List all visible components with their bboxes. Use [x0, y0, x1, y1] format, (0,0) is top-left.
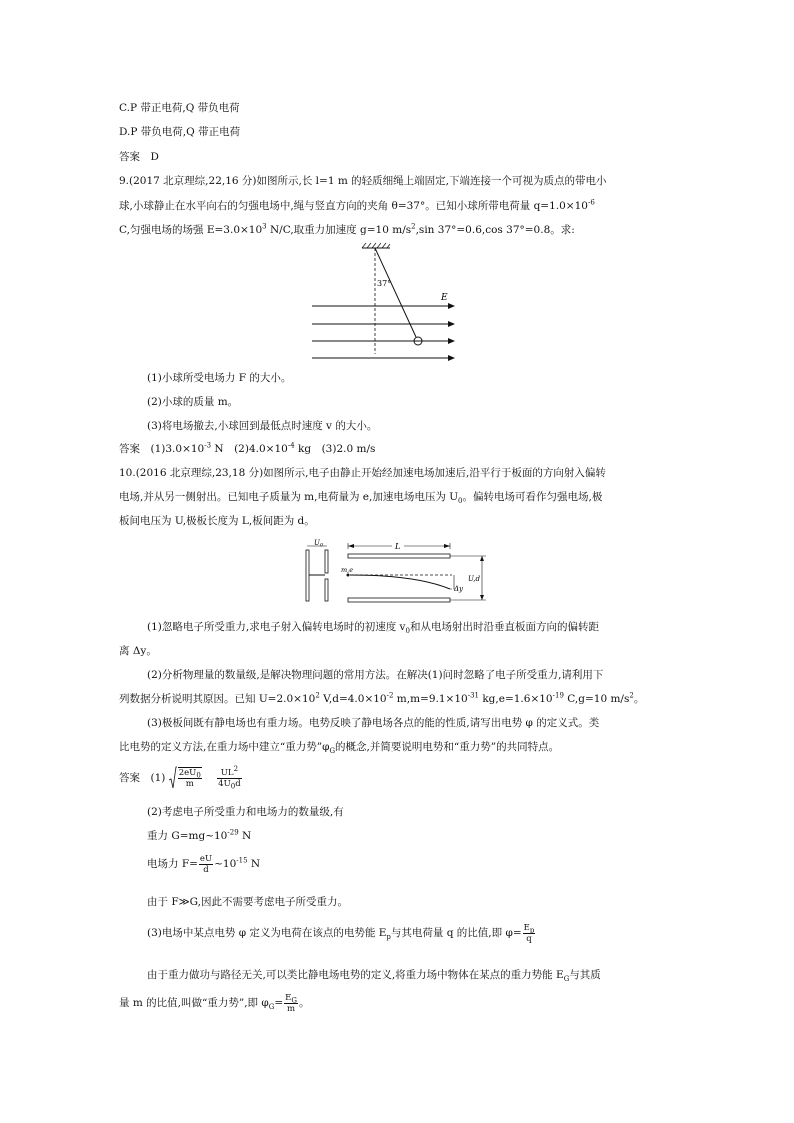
answer-10-gravity: 重力 $G=mg\sim 10^{-29}$ N — [147, 828, 252, 842]
q10-line1: 10.(2016 北京理综,23,18 分)如图所示,电子由静止开始经加速电场加速后,沿平行于板面的方向射入偏转 — [119, 467, 606, 479]
q10-sub3-line2: 比电势的定义方法,在重力场中建立“重力势$”\varphi_G$的概念,并简要说明电势和“重力势”的共同特点。 — [119, 741, 560, 756]
answer-10-efield: 电场力 F= $\frac{eU}{d}$ $\sim 10^{-15}$ N — [147, 853, 261, 875]
q9-line2: 球,小球静止在水平向右的匀强电场中,绳与竖直方向的夹角 θ=37°。已知小球所带电荷量 $q=1.0\times 10^{-6}$ — [119, 198, 595, 212]
answer-10-part1: 答案 (1) $\frac{2eU_0}{m}$ $\frac{UL^2}{4U_0d}$ — [119, 764, 241, 791]
option-c: C.P 带正电荷,Q 带负电荷 — [119, 102, 240, 114]
sqrt-expression: $\frac{2eU_0}{m}$ — [169, 766, 203, 790]
deflection-figure — [296, 537, 496, 609]
answer-10-part2-intro: (2)考虑电子所受重力和电场力的数量级,有 — [147, 806, 344, 818]
answer-10-part3-line3: 量 m 的比值,叫做“重力势”,即 $\varphi_G=$ $\frac{E_G}{m}$ 。 — [119, 992, 310, 1014]
q10-sub1-line1: (1)忽略电子所受重力,求电子射入偏转电场时的初速度 $v_0$和从电场射出时沿垂直板面方向的偏转距 — [147, 621, 599, 636]
answer-10-part3-line2: 由于重力做功与路径无关,可以类比静电场电势的定义,将重力场中物体在某点的重力势能 $E_G$与其质 — [147, 969, 601, 984]
field-lines — [312, 306, 452, 358]
answer-8: 答案 D — [119, 151, 159, 163]
upper-deflection-plate — [348, 554, 450, 558]
angle-label: 37° — [377, 279, 392, 288]
answer-9: 答案 $(1)3.0\times 10^{-3}$ N $(2)4.0\times 10^{-4}$ kg (3)2.0 m/s — [119, 441, 376, 455]
ceiling-hatch — [362, 243, 390, 248]
accel-plate-top — [325, 550, 328, 573]
q9-sub2: (2)小球的质量 m。 — [147, 396, 239, 408]
answer-10-part3-line1: (3)电场中某点电势 φ 定义为电荷在该点的电势能 $E_p$与其电荷量 q 的比值,即 φ= $\frac{E_p}{q}$ — [147, 922, 535, 944]
q9-line3: C,匀强电场的场强 $E=3.0\times 10^3$ N/C,取重力加速度 g=10 $m/s^2,\sin$ 37°=0.6,cos 37°=0.8。求: — [119, 222, 575, 236]
q10-line2: 电场,并从另一侧射出。已知电子质量为 m,电荷量为 e,加速电场电压为 $U_0$。偏转电场可看作匀强电场,极 — [119, 491, 603, 506]
answer-10-conclusion: 由于 F≫G,因此不需要考虑电子所受重力。 — [147, 896, 348, 908]
q10-sub2-line2: 列数据分析说明其原因。已知 $U=2.0\times 10^2$ $V,d=4.0\times 10^{-2}$ $m,m=9.1\times 10^{-31}$ $kg,e=1.6\times 10^{-19}$ C,g=10 $m/s^2$。 — [119, 691, 645, 705]
q10-sub2-line1: (2)分析物理量的数量级,是解决物理问题的常用方法。在解决(1)问时忽略了电子所受重力,请利用下 — [147, 669, 604, 681]
q10-sub3-line1: (3)极板间既有静电场也有重力场。电势反映了静电场各点的能的性质,请写出电势 φ 的定义式。类 — [147, 717, 600, 729]
deflection-fraction: $\frac{UL^2}{4U_0d}$ — [218, 764, 241, 791]
q9-line1: 9.(2017 北京理综,22,16 分)如图所示,长 l=1 m 的轻质细绳上端固定,下端连接一个可视为质点的带电小 — [119, 175, 607, 187]
u0-label: $U_0$ — [314, 539, 324, 549]
q9-sub1: (1)小球所受电场力 F 的大小。 — [147, 372, 292, 384]
pendulum-figure — [310, 242, 470, 364]
ud-label: U,d — [468, 575, 480, 583]
q10-line3: 板间电压为 U,极板长度为 L,板间距为 d。 — [119, 515, 315, 527]
lower-deflection-plate — [348, 598, 450, 602]
option-d: D.P 带负电荷,Q 带正电荷 — [119, 126, 241, 138]
dy-label: Δy — [454, 585, 464, 593]
q10-sub1-line2: 离 Δy。 — [119, 645, 157, 657]
field-arrowheads — [448, 303, 455, 361]
left-plate — [306, 550, 309, 601]
field-label: E — [441, 293, 448, 303]
me-label: m,e — [341, 566, 354, 574]
electron-trajectory — [350, 575, 450, 589]
q9-sub3: (3)将电场撤去,小球回到最低点时速度 v 的大小。 — [147, 420, 378, 432]
l-label: L — [395, 542, 401, 551]
accel-plate-bottom — [325, 579, 328, 601]
